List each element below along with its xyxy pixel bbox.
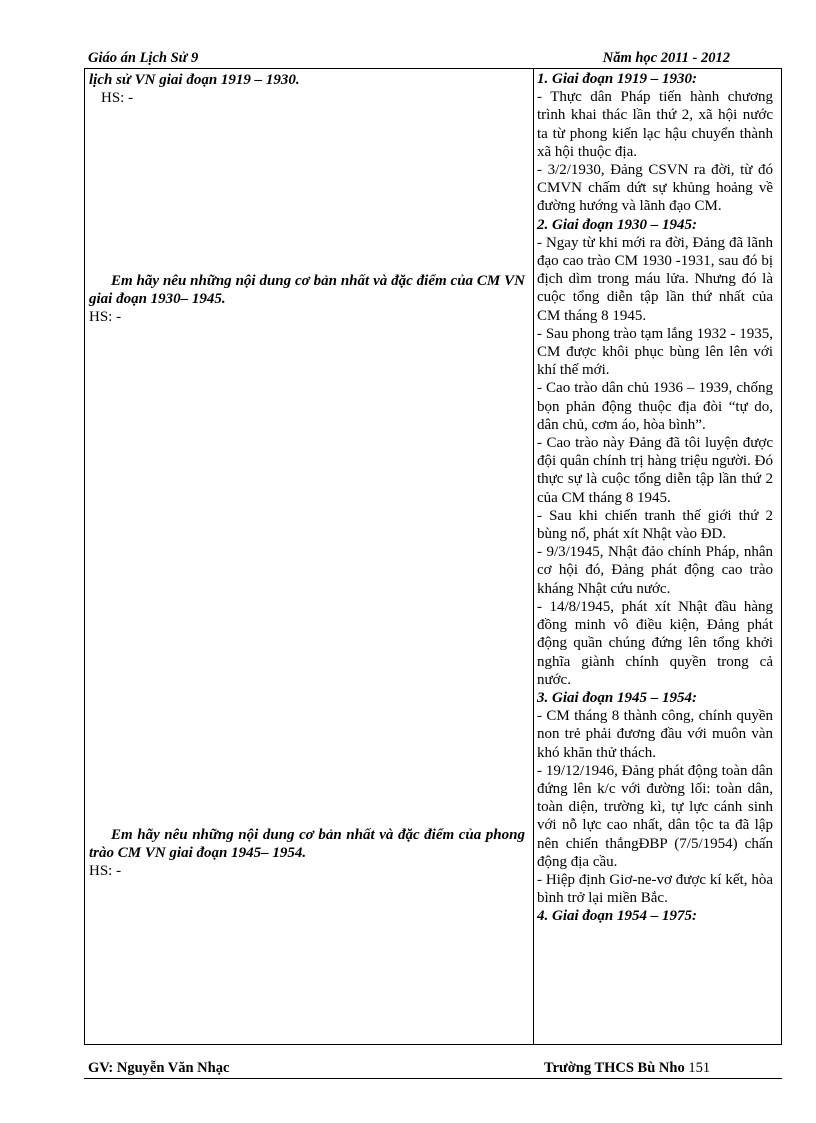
question-1 [89, 71, 525, 107]
footer-school [544, 1060, 710, 1077]
question-2-text: Em hãy nêu những nội dung cơ bản nhất và đặc điểm của CM VN giai đoạn 1930– 1945. [89, 273, 525, 307]
section-2-paragraph: - Sau khi chiến tranh thế giới thứ 2 bùng nổ, phát xít Nhật vào ĐD. [537, 507, 773, 543]
section-3-title: 3. Giai đoạn 1945 – 1954: [537, 689, 698, 706]
section-1-title: 1. Giai đoạn 1919 – 1930: [537, 71, 698, 87]
lesson-table [84, 69, 782, 1045]
question-1-text: lịch sử VN giai đoạn 1919 – 1930. [89, 72, 300, 88]
section-2-paragraph: - Ngay từ khi mới ra đời, Đảng đã lãnh đạo cao trào CM 1930 -1931, sau đó bị địch dìm trong máu lửa. Nhưng đó là cuộc tổng diễn tập lần thứ nhất của CM tháng 8 1945. [537, 234, 773, 324]
section-3-paragraph: - 19/12/1946, Đảng phát động toàn dân đứng lên k/c với đường lối: toàn dân, toàn diện, trường kì, tự lực cánh sinh với nỗ lực cao nhất, dân tộc ta đã lập nên chiến thắngĐBP (7/5/1954) chấn động địa cầu. [537, 762, 773, 870]
question-1-answer-label: HS: - [101, 90, 134, 106]
page-footer [84, 1060, 782, 1079]
section-2-paragraph: - Sau phong trào tạm lắng 1932 - 1935, CM được khôi phục bùng lên lên với khí thế mới. [537, 325, 773, 379]
footer-teacher: GV: Nguyễn Văn Nhạc [88, 1060, 230, 1076]
answers-column [537, 70, 773, 926]
section-1-paragraph: - 3/2/1930, Đảng CSVN ra đời, từ đó CMVN chấm dứt sự khủng hoảng về đường hướng và lãnh đạo CM. [537, 162, 773, 215]
section-2-title: 2. Giai đoạn 1930 – 1945: [537, 216, 698, 233]
question-3-answer-label: HS: - [89, 863, 122, 879]
section-3-paragraph: - Hiệp định Giơ-ne-vơ được kí kết, hòa bình trở lại miền Bắc. [537, 871, 773, 907]
page-header [84, 50, 782, 69]
question-3-text: Em hãy nêu những nội dung cơ bản nhất và đặc điểm của phong trào CM VN giai đoạn 1945– 1954. [89, 827, 525, 861]
section-3-paragraph: - CM tháng 8 thành công, chính quyền non trẻ phải đương đầu với muôn vàn khó khăn thử thách. [537, 708, 773, 761]
question-2-answer-label: HS: - [89, 309, 122, 325]
section-1-paragraph: - Thực dân Pháp tiến hành chương trình khai thác lần thứ 2, xã hội nước ta từ phong kiến lạc hậu chuyển thành xã hội thuộc địa. [537, 89, 773, 160]
question-2 [89, 272, 525, 326]
section-2-paragraph: - 14/8/1945, phát xít Nhật đầu hàng đồng minh vô điều kiện, Đảng phát động quần chúng đứng lên tổng khởi nghĩa giành chính quyền trong cả nước. [537, 598, 773, 688]
column-divider [533, 69, 534, 1044]
section-4-title: 4. Giai đoạn 1954 – 1975: [537, 908, 698, 925]
section-2-paragraph: - Cao trào dân chủ 1936 – 1939, chống bọn phản động thuộc địa đòi “tự do, dân chủ, cơm áo, hòa bình”. [537, 380, 773, 433]
question-3 [89, 826, 525, 880]
footer-school-name: Trường THCS Bù Nho [544, 1060, 685, 1076]
page-number: 151 [688, 1060, 711, 1076]
section-2-paragraph: - 9/3/1945, Nhật đảo chính Pháp, nhân cơ hội đó, Đảng phát động cao trào kháng Nhật cứu nước. [537, 544, 773, 597]
header-school-year: Năm học 2011 - 2012 [602, 50, 730, 66]
section-2-paragraph: - Cao trào này Đảng đã tôi luyện được đội quân chính trị hàng triệu người. Đó thực sự là cuộc tổng diễn tập lần thứ 2 của CM tháng 8 1945. [537, 435, 773, 506]
header-subject: Giáo án Lịch Sử 9 [88, 50, 199, 66]
